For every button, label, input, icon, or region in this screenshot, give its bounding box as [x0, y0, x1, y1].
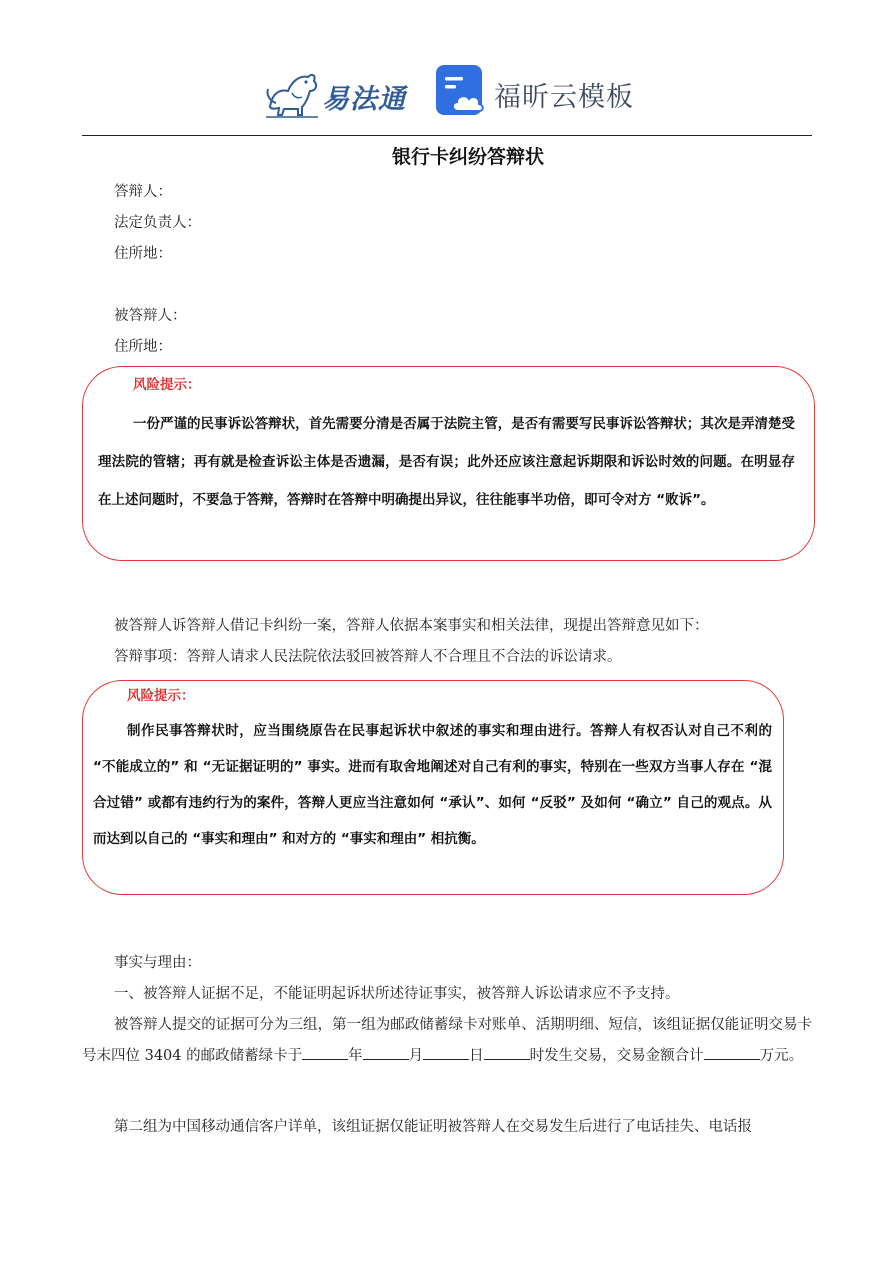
risk-tip-box-2 [82, 680, 784, 895]
risk-tip-box-1 [82, 366, 815, 561]
risk-tip-title-2: 风险提示： [127, 688, 195, 704]
facts-paragraph-1-middle: 时发生交易，交易金额合计 [529, 1048, 704, 1064]
intro-paragraph: 被答辩人诉答辩人借记卡纠纷一案，答辩人依据本案事实和相关法律，现提出答辩意见如下： [114, 618, 709, 634]
respondent-address-label: 住所地： [114, 246, 172, 262]
brand-left-name: 易法通 [322, 84, 406, 115]
day-label: 日 [469, 1048, 484, 1064]
fuxin-logo [436, 65, 636, 119]
risk-tip-title-1: 风险提示： [133, 377, 201, 393]
month-label: 月 [408, 1048, 424, 1064]
facts-point-1: 一、被答辩人证据不足，不能证明起诉状所述待证事实，被答辩人诉讼请求应不予支持。 [114, 986, 680, 1002]
legal-rep-label: 法定负责人： [114, 215, 201, 231]
facts-heading: 事实与理由： [114, 955, 201, 971]
claimant-label: 被答辩人： [114, 308, 187, 324]
horse-seal-icon [262, 63, 322, 119]
defense-matters: 答辩事项：答辩人请求人民法院依法驳回被答辩人不合理且不合法的诉讼请求。 [114, 649, 622, 665]
claimant-address-label: 住所地： [114, 339, 172, 355]
cloud-document-icon [436, 65, 486, 117]
blank-amount [704, 1059, 760, 1060]
header [0, 55, 893, 125]
blank-month [363, 1059, 409, 1060]
respondent-label: 答辩人： [114, 184, 172, 200]
facts-paragraph-2: 第二组为中国移动通信客户详单，该组证据仅能证明被答辩人在交易发生后进行了电话挂失、电话报 [114, 1119, 752, 1135]
yifatong-logo [262, 63, 412, 119]
document-title: 银行卡纠纷答辩状 [391, 146, 544, 168]
facts-paragraph-1-start: 被答辩人提交的证据可分为三组，第一组为邮政储蓄绿卡对账单、活期明细、短信，该组证据仅能证明交易卡号末四位 3404 的邮政储蓄绿卡于 [82, 1017, 812, 1064]
brand-right-name: 福昕云模板 [494, 82, 634, 113]
risk-tip-text-2: 制作民事答辩状时，应当围绕原告在民事起诉状中叙述的事实和理由进行。答辩人有权否认对自己不利的 “不能成立的” 和 “无证据证明的” 事实。进而有取舍地阐述对自己有利的事实，特别在一些双方当事人存在 “混合过错” 或都有违约行为的案件，答辩人更应当注意如何 “承认”、如何 “反驳” 及如何 “确立” 自己的观点。从而达到以自己的 “事实和理由” 和对方的 “事实和理由” 相抗衡。 [93, 723, 772, 847]
blank-year [302, 1059, 348, 1060]
year-label: 年 [348, 1048, 363, 1064]
facts-paragraph-1-end: 万元。 [759, 1048, 804, 1064]
facts-paragraph-1 [82, 1010, 812, 1072]
blank-hour [484, 1059, 530, 1060]
blank-day [423, 1059, 469, 1060]
header-divider [82, 135, 812, 136]
risk-tip-text-1: 一份严谨的民事诉讼答辩状，首先需要分清是否属于法院主管，是否有需要写民事诉讼答辩状；其次是弄清楚受理法院的管辖；再有就是检查诉讼主体是否遗漏，是否有误；此外还应该注意起诉期限和诉讼时效的问题。在明显存在上述问题时，不要急于答辩，答辩时在答辩中明确提出异议，往往能事半功倍，即可令对方 “败诉”。 [98, 416, 795, 508]
